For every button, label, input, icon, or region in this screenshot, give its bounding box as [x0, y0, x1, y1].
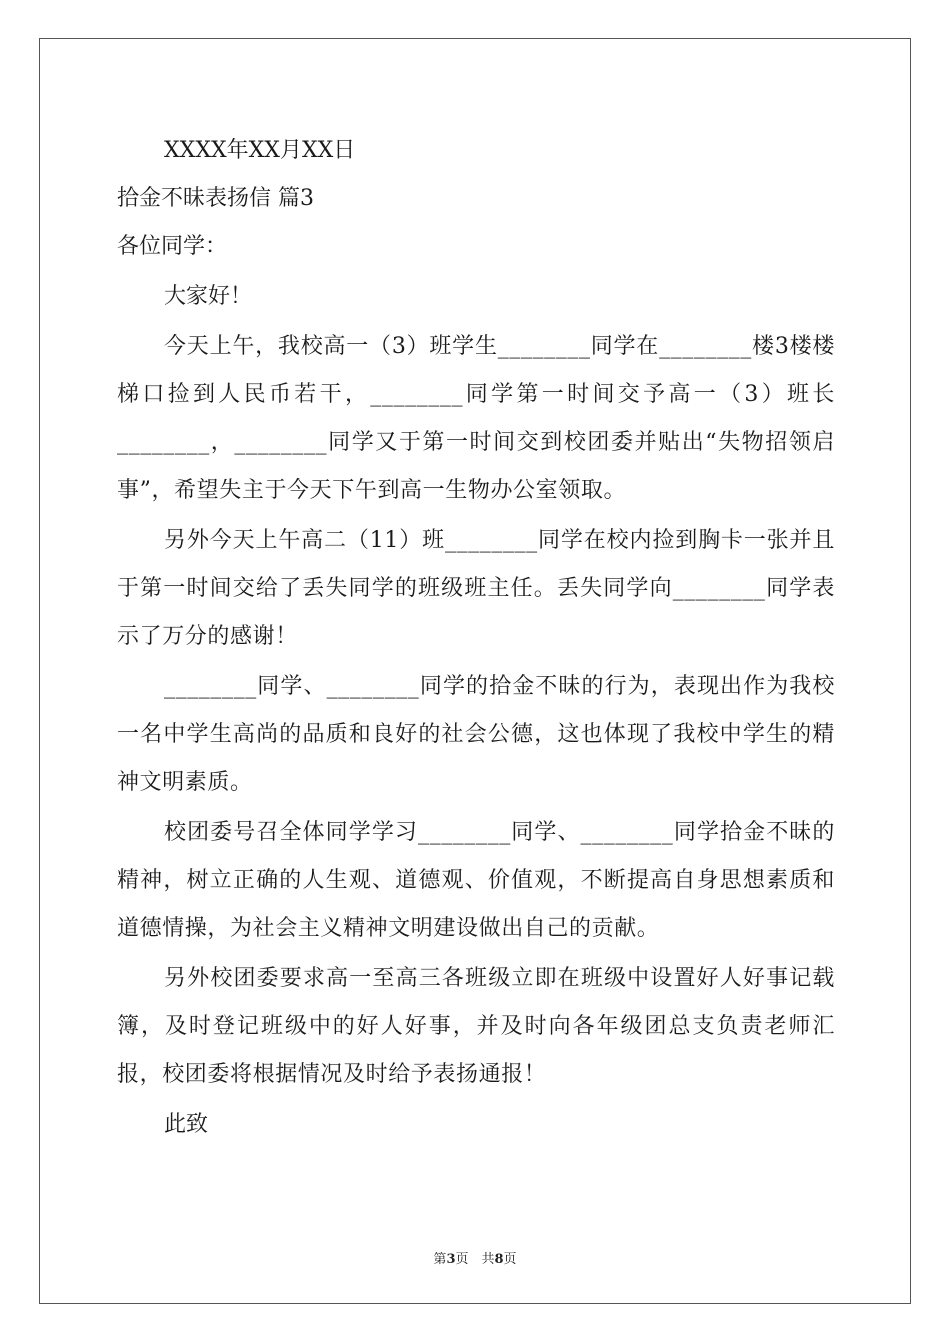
footer-total-pages: 8 — [494, 1252, 504, 1267]
salutation: 各位同学： — [117, 234, 228, 259]
footer-prefix: 第 — [433, 1252, 447, 1267]
letter-body — [117, 127, 835, 1149]
footer-current-page: 3 — [446, 1252, 456, 1267]
footer-suffix: 页 — [503, 1252, 517, 1267]
paragraph-requirement: 另外校团委要求高一至高三各班级立即在班级中设置好人好事记载簿，及时登记班级中的好人好事，并及时向各年级团总支负责老师汇报，校团委将根据情况及时给予表扬通报！ — [117, 966, 835, 1087]
closing: 此致 — [164, 1112, 209, 1137]
paragraph-call-to-learn: 校团委号召全体同学学习________同学、________同学拾金不昧的精神，树立正确的人生观、道德观、价值观，不断提高自身思想素质和道德情操，为社会主义精神文明建设做出自己的贡献。 — [117, 820, 835, 941]
paragraph-praise: ________同学、________同学的拾金不昧的行为，表现出作为我校一名中学生高尚的品质和良好的社会公德，这也体现了我校中学生的精神文明素质。 — [117, 674, 835, 795]
footer-mid: 页 共 — [455, 1252, 495, 1267]
greeting: 大家好！ — [164, 284, 253, 309]
paragraph-found-card: 另外今天上午高二（11）班________同学在校内捡到胸卡一张并且于第一时间交给了丢失同学的班级班主任。丢失同学向________同学表示了万分的感谢！ — [117, 528, 835, 649]
letter-title: 拾金不昧表扬信 篇3 — [117, 186, 314, 211]
paragraph-found-money: 今天上午，我校高一（3）班学生________同学在________楼3楼楼梯口捡到人民币若干，________同学第一时间交予高一（3）班长________，________同学又于第一时间交到校团委并贴出“失物招领启事”，希望失主于今天下午到高一生物办公室领取。 — [117, 334, 835, 503]
page-number-footer — [0, 1248, 950, 1267]
date-line: XXXX年XX月XX日 — [164, 138, 356, 163]
